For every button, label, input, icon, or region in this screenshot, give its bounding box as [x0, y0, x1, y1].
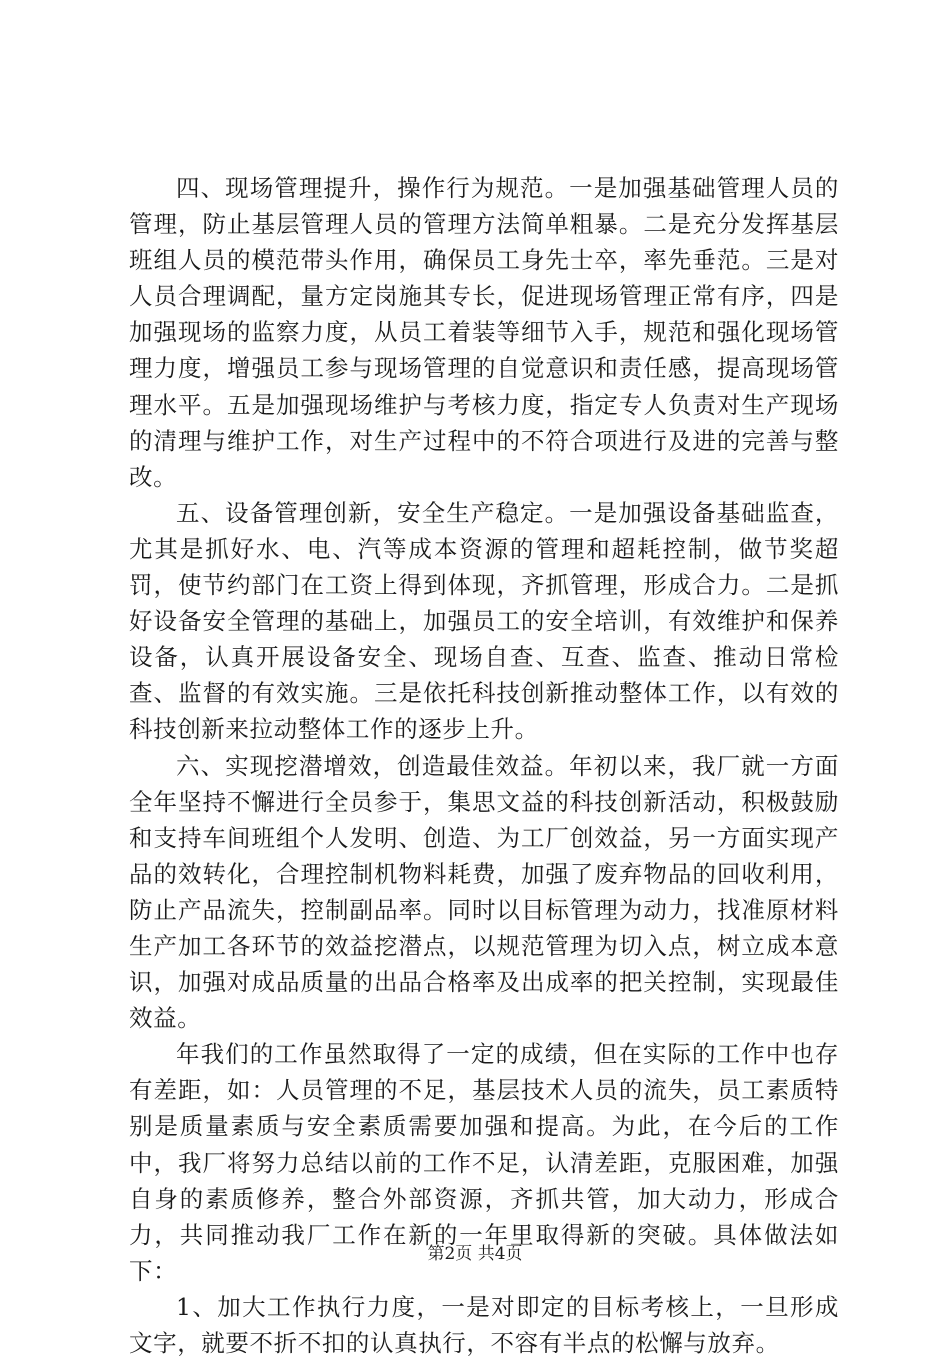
paragraph-equipment-management: 五、设备管理创新，安全生产稳定。一是加强设备基础监查，尤其是抓好水、电、汽等成本资源的管理和超耗控制，做节奖超罚，使节约部门在工资上得到体现，齐抓管理，形成合力。二是抓好设备安全管理的基础上，加强员工的安全培训，有效维护和保养设备，认真开展设备安全、现场自查、互查、监查、推动日常检查、监督的有效实施。三是依托科技创新推动整体工作，以有效的科技创新来拉动整体工作的逐步上升。 — [129, 498, 839, 744]
page-number-footer: 第2页 共4页 — [427, 1244, 523, 1264]
paragraph-measure-1: 1、加大工作执行力度，一是对即定的目标考核上，一旦形成文字，就要不折不扣的认真执行，不容有半点的松懈与放弃。 — [129, 1292, 839, 1357]
paragraph-efficiency: 六、实现挖潜增效，创造最佳效益。年初以来，我厂就一方面全年坚持不懈进行全员参于，集思文益的科技创新活动，积极鼓励和支持车间班组个人发明、创造、为工厂创效益，另一方面实现产品的效转化，合理控制机物料耗费，加强了废弃物品的回收利用，防止产品流失，控制副品率。同时以目标管理为动力，找准原材料生产加工各环节的效益挖潜点，以规范管理为切入点，树立成本意识，加强对成品质量的出品合格率及出成率的把关控制，实现最佳效益。 — [129, 751, 839, 1033]
body-text — [129, 170, 839, 1361]
paragraph-shortcomings: 年我们的工作虽然取得了一定的成绩，但在实际的工作中也存有差距，如：人员管理的不足，基层技术人员的流失，员工素质特别是质量素质与安全素质需要加强和提高。为此，在今后的工作中，我厂将努力总结以前的工作不足，认清差距，克服困难，加强自身的素质修养，整合外部资源，齐抓共管，加大动力，形成合力，共同推动我厂工作在新的一年里取得新的突破。具体做法如下： — [129, 1040, 839, 1285]
paragraph-site-management: 四、现场管理提升，操作行为规范。一是加强基础管理人员的管理，防止基层管理人员的管理方法简单粗暴。二是充分发挥基层班组人员的模范带头作用，确保员工身先士卒，率先垂范。三是对人员合理调配，量方定岗施其专长，促进现场管理正常有序，四是加强现场的监察力度，从员工着装等细节入手，规范和强化现场管理力度，增强员工参与现场管理的自觉意识和责任感，提高现场管理水平。五是加强现场维护与考核力度，指定专人负责对生产现场的清理与维护工作，对生产过程中的不符合项进行及进的完善与整改。 — [129, 174, 839, 491]
